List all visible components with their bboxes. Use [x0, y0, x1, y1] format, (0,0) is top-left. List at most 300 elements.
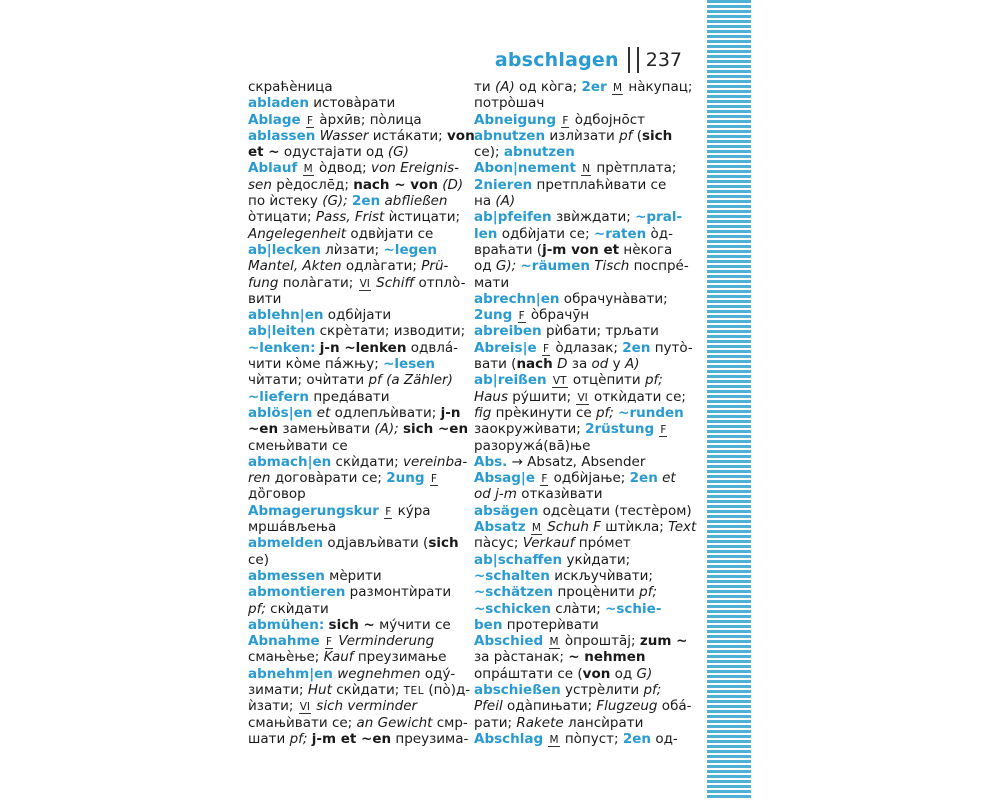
entry-text: враћати ( — [474, 241, 543, 258]
entry-text: нѐкога — [619, 241, 673, 258]
entry-text: pf (a Zähler) — [368, 372, 453, 389]
entry-text: von Ereignis- — [370, 160, 459, 177]
entry-text: разоружá(вā)ње — [474, 437, 591, 454]
dictionary-line — [474, 535, 682, 551]
entry-text — [654, 421, 658, 437]
entry-headword: abmühen: — [248, 616, 325, 633]
entry-text: → Absatz, Absender — [507, 453, 646, 470]
entry-text: pf; — [289, 730, 308, 747]
right-column — [474, 79, 697, 747]
entry-headword: ab|reißen — [474, 372, 547, 389]
entry-headword: abnehm|en — [248, 665, 333, 682]
entry-headword: ab|schaffen — [474, 551, 563, 568]
entry-headword: Ablage — [248, 111, 301, 128]
entry-text: Wasser — [319, 127, 369, 144]
entry-text: Text — [668, 519, 697, 536]
entry-headword: ~legen — [383, 241, 438, 258]
entry-text: излѝзати — [545, 127, 620, 144]
entry-text — [543, 633, 547, 649]
entry-text: (A); — [374, 421, 399, 438]
dictionary-line — [474, 649, 682, 665]
dictionary-line — [474, 144, 682, 160]
dictionary-line — [474, 682, 682, 698]
entry-headword: ben — [474, 616, 503, 633]
grammar-tag: VI — [577, 391, 588, 404]
dictionary-line — [248, 274, 466, 291]
entry-text: предáвати — [309, 388, 390, 405]
dictionary-line — [474, 258, 689, 275]
entry-text: Prü- — [421, 258, 449, 275]
dictionary-line — [248, 730, 469, 747]
dictionary-line — [474, 601, 682, 617]
entry-text: путò- — [650, 339, 693, 356]
entry-text: Schiff — [376, 274, 415, 291]
dictionary-line — [474, 617, 682, 633]
dictionary-line — [474, 731, 682, 747]
entry-text: pf — [619, 127, 633, 144]
entry-text: шати — [248, 730, 290, 747]
entry-headword: ~schalten — [474, 567, 550, 584]
entry-text: abfließen — [384, 193, 448, 210]
entry-text: ѝзати; — [248, 698, 298, 715]
entry-text — [301, 112, 305, 128]
dictionary-line — [474, 112, 682, 128]
entry-text: D — [557, 356, 568, 373]
entry-headword: Abschlag — [474, 730, 544, 747]
entry-text: процѐнити — [553, 584, 640, 601]
dictionary-line — [248, 176, 464, 193]
entry-headword: ablassen — [248, 127, 316, 144]
entry-text: прѐкинути се — [491, 404, 596, 421]
entry-text: Tisch — [594, 258, 630, 275]
entry-text: скрѐтати; изводити; — [315, 323, 466, 340]
dictionary-line — [248, 666, 456, 682]
entry-text: ~en — [248, 421, 279, 438]
entry-headword: 2en — [629, 470, 658, 487]
entry-text: одбѝјати — [323, 307, 392, 324]
running-head — [495, 44, 682, 76]
running-headword: abschlagen — [494, 49, 619, 71]
dictionary-line — [474, 95, 682, 111]
entry-text: od j-m — [474, 486, 517, 503]
entry-text: ren — [248, 470, 271, 487]
entry-headword: abreiben — [474, 323, 542, 340]
dictionary-line — [248, 714, 468, 731]
dictionary-line — [248, 617, 456, 633]
dictionary-line — [474, 502, 692, 519]
entry-text: смр- — [432, 714, 468, 731]
dictionary-line — [474, 242, 682, 258]
entry-text: потрòшач — [474, 95, 545, 112]
entry-text: рати; — [474, 714, 517, 731]
dictionary-line — [474, 323, 682, 339]
entry-text: скраћѐница — [248, 79, 333, 95]
entry-text — [512, 307, 516, 323]
dictionary-line — [248, 486, 456, 502]
entry-text: одјављѝвати ( — [323, 535, 429, 552]
entry-headword: absägen — [474, 502, 539, 519]
entry-text: искључѝвати; — [549, 567, 653, 584]
entry-text: обá- — [657, 698, 692, 715]
dictionary-line — [248, 226, 456, 242]
dictionary-line — [248, 144, 456, 160]
entry-text: размонтѝрати — [345, 584, 452, 601]
dictionary-line — [248, 421, 469, 438]
entry-headword: ~schicken — [474, 600, 551, 617]
entry-headword: abmontieren — [248, 584, 346, 601]
dictionary-line — [474, 715, 682, 731]
entry-text: Rakete — [516, 714, 564, 731]
entry-text: од — [610, 665, 637, 682]
entry-headword: abnutzen — [503, 144, 575, 161]
grammar-tag: F — [306, 114, 314, 127]
entry-headword: ~pral- — [635, 209, 683, 226]
entry-text: прóмет — [574, 535, 631, 552]
entry-text: у — [608, 356, 625, 373]
dictionary-line — [248, 470, 456, 486]
entry-headword: Absatz — [474, 519, 526, 536]
entry-headword: 2en — [622, 339, 651, 356]
entry-headword: ab|pfeifen — [474, 209, 552, 226]
dictionary-line — [248, 307, 456, 323]
entry-text: рѐдослēд; — [271, 176, 354, 193]
entry-text: отказѝвати — [516, 486, 603, 503]
entry-text: се) — [248, 551, 269, 568]
entry-text: Verminderung — [338, 633, 435, 650]
entry-text: опрáштати се ( — [474, 665, 583, 682]
entry-text: лансѝрати — [563, 714, 644, 731]
entry-text — [379, 503, 383, 519]
page-number: 237 — [645, 49, 682, 71]
entry-headword: abladen — [248, 95, 309, 112]
entry-text: A) — [624, 356, 640, 373]
entry-text: Angelegenheit — [248, 225, 347, 242]
entry-text: одлàгати; — [341, 258, 422, 275]
entry-text: одсѐцати (тестèром) — [538, 502, 692, 519]
entry-headword: ~raten — [593, 225, 647, 242]
dictionary-line — [474, 421, 682, 437]
dictionary-line — [474, 454, 682, 470]
entry-text: слàти; — [550, 600, 606, 617]
dictionary-line — [248, 633, 456, 649]
entry-text: смањѝвати се; — [248, 714, 357, 731]
dictionary-line — [474, 568, 682, 584]
grammar-tag: VI — [299, 701, 310, 714]
entry-headword: abnutzen — [474, 127, 546, 144]
grammar-tag: VT — [552, 375, 567, 388]
entry-text: пàсус; — [474, 535, 523, 552]
entry-text — [320, 633, 324, 649]
entry-text: одустајати од — [279, 144, 388, 161]
entry-text: òдвод; — [314, 160, 371, 177]
dictionary-line — [474, 388, 686, 405]
entry-text: звѝждати; — [551, 209, 636, 226]
entry-text: j-n — [440, 404, 461, 421]
entry-text: мýчити се — [374, 616, 451, 633]
entry-headword: 2en — [622, 730, 652, 747]
entry-text: òтицати; — [248, 209, 316, 226]
entry-text: von — [447, 127, 475, 144]
entry-text: истовàрати — [308, 95, 396, 112]
entry-text: ~ nehmen — [568, 649, 646, 666]
entry-text: G); — [495, 258, 517, 275]
entry-text: смењѝвати се — [248, 437, 348, 454]
entry-text: рѝбати; трљати — [541, 323, 659, 340]
entry-text — [607, 79, 611, 95]
entry-text: et — [662, 470, 676, 487]
entry-text: договàрати се; — [270, 470, 387, 487]
entry-text: смањѐње; — [248, 649, 324, 666]
entry-text: Kauf — [323, 649, 354, 666]
dictionary-line — [248, 584, 456, 600]
entry-text: Hut — [307, 681, 332, 698]
entry-headword: ~räumen — [520, 258, 590, 275]
entry-text: одбѝјати се; — [497, 225, 594, 242]
entry-text: одý- — [420, 665, 456, 682]
entry-text: àрхӣв; пòлица — [315, 111, 422, 128]
dictionary-line — [248, 356, 456, 372]
dictionary-line — [248, 339, 459, 356]
dictionary-line — [248, 438, 456, 454]
entry-text — [425, 470, 429, 486]
entry-text: отцѐпити — [568, 372, 645, 389]
entry-text — [547, 372, 551, 388]
dictionary-line — [248, 79, 456, 95]
entry-text: òпроштāј; — [560, 633, 640, 650]
dictionary-line — [474, 372, 682, 388]
dictionary-line — [474, 698, 692, 715]
entry-text: (пò)д- — [424, 681, 471, 698]
dictionary-line — [248, 519, 456, 535]
entry-text: откѝдати се; — [589, 388, 686, 405]
entry-text: за — [567, 356, 592, 373]
entry-text: одлепљѝвати; — [330, 404, 441, 421]
entry-text — [543, 731, 547, 747]
dictionary-line — [474, 193, 682, 209]
entry-text: скѝдати — [265, 600, 329, 617]
entry-text: nach — [516, 356, 553, 373]
entry-text: нàкупац; — [624, 79, 693, 95]
entry-text: (D) — [442, 176, 464, 193]
entry-text: (A) — [495, 193, 516, 210]
entry-text: зимати; — [248, 681, 308, 698]
dictionary-line — [248, 453, 468, 470]
entry-text: кýра — [393, 502, 431, 519]
entry-text: скѝдати; — [331, 681, 404, 698]
dictionary-line — [474, 275, 682, 291]
entry-text: скѝдати; — [331, 453, 403, 470]
entry-text: j-m von et — [542, 241, 620, 258]
dictionary-line — [474, 79, 693, 95]
entry-text — [535, 470, 539, 486]
entry-headword: Abmagerungskur — [248, 502, 379, 519]
entry-text: Pass, Frist — [315, 209, 385, 226]
entry-text: òд- — [646, 225, 673, 242]
entry-text: мати — [474, 274, 510, 291]
entry-text: Haus — [474, 388, 509, 405]
entry-text: на — [474, 193, 496, 210]
dictionary-line — [248, 291, 456, 307]
entry-headword: ab|leiten — [248, 323, 316, 340]
entry-headword: Ablauf — [248, 160, 298, 177]
dictionary-line — [474, 128, 682, 144]
dictionary-line — [248, 568, 456, 584]
entry-text: лѝзати; — [320, 241, 384, 258]
dictionary-line — [248, 601, 456, 617]
entry-text: fung — [248, 274, 279, 291]
entry-text: (G); — [322, 193, 348, 210]
entry-headword: 2ung — [386, 470, 425, 487]
entry-text: чити кòме пáжњу; — [248, 356, 384, 373]
entry-headword: abschießen — [474, 681, 561, 698]
entry-headword: ~schätzen — [474, 584, 554, 601]
entry-text: òдбојнōст — [570, 111, 645, 128]
dictionary-line — [474, 552, 682, 568]
entry-text: за рàстанак; — [474, 649, 569, 666]
entry-text: sen — [248, 176, 272, 193]
entry-text: Verkauf — [522, 535, 575, 552]
entry-text: Flugzeug — [596, 698, 658, 715]
dictionary-line — [474, 405, 682, 421]
entry-text: (G) — [387, 144, 409, 161]
entry-text: (A) — [494, 79, 515, 95]
entry-headword: abrechn|en — [474, 290, 560, 307]
entry-text: pf; — [644, 372, 663, 389]
entry-headword: ~runden — [618, 404, 684, 421]
left-column — [248, 79, 475, 747]
dictionary-line — [248, 160, 459, 177]
dictionary-line — [474, 584, 682, 600]
entry-text: преузимање — [353, 649, 447, 666]
entry-text: Pfeil — [474, 698, 503, 715]
entry-text: sich verminder — [316, 698, 418, 715]
entry-text: G) — [636, 665, 653, 682]
entry-text: одвлá- — [406, 339, 459, 356]
grammar-tag: F — [660, 424, 667, 437]
entry-text: се); — [474, 144, 504, 161]
entry-text: полàгати; — [278, 274, 358, 291]
dictionary-line — [474, 633, 688, 650]
entry-text: von — [582, 665, 611, 682]
entry-headword: 2en — [352, 193, 381, 210]
dictionary-line — [474, 438, 682, 454]
entry-text: òбрачӯн — [526, 307, 590, 324]
entry-text: sich ~ — [328, 616, 375, 633]
entry-text: мршáвљења — [248, 519, 337, 536]
entry-text: sich — [428, 535, 459, 552]
striped-page-edge — [707, 0, 751, 800]
dictionary-line — [474, 177, 682, 193]
entry-headword: ~lenken: — [248, 339, 316, 356]
entry-headword: abmessen — [248, 567, 325, 584]
entry-text: замењѝвати — [278, 421, 375, 438]
grammar-tag: F — [325, 636, 333, 649]
entry-text: zum ~ — [639, 633, 688, 650]
entry-text: штѝкла; — [600, 519, 669, 536]
entry-text: одàпињати; — [502, 698, 597, 715]
entry-text: od — [591, 356, 609, 373]
entry-text — [526, 519, 530, 535]
entry-text: од- — [651, 730, 678, 747]
entry-text — [576, 160, 580, 176]
dictionary-line — [248, 649, 456, 665]
dictionary-line — [248, 404, 461, 421]
entry-text: ѝстицати; — [384, 209, 461, 226]
entry-text — [556, 112, 560, 128]
dictionary-line — [248, 389, 456, 405]
entry-headword: ~lesen — [383, 356, 435, 373]
entry-text: òдлазак; — [551, 339, 623, 356]
dictionary-line — [474, 519, 697, 536]
entry-headword: ablehn|en — [248, 307, 324, 324]
grammar-tag: N — [582, 163, 591, 176]
dictionary-line — [248, 535, 459, 552]
entry-text: pf; — [595, 404, 614, 421]
dictionary-line — [474, 666, 682, 682]
entry-text: et ~ — [248, 144, 280, 161]
entry-headword: 2rüstung — [585, 421, 655, 438]
entry-text: укѝдати; — [562, 551, 631, 568]
dictionary-line — [248, 552, 456, 568]
entry-headword: Abs. — [474, 453, 508, 470]
grammar-tag: F — [542, 342, 550, 355]
entry-headword: Abon|nement — [474, 160, 576, 177]
grammar-tag: M — [613, 82, 623, 94]
grammar-tag: F — [541, 473, 548, 486]
entry-text: j-n ~lenken — [319, 339, 407, 356]
entry-text: одбѝјање; — [549, 470, 630, 487]
entry-text: nach ~ von — [353, 176, 438, 193]
entry-text: од кòга; — [514, 79, 582, 95]
grammar-tag: M — [531, 522, 541, 535]
entry-text: рýшити; — [508, 388, 576, 405]
grammar-tag: F — [518, 310, 525, 323]
entry-headword: Absag|e — [474, 470, 536, 487]
entry-text: pf; — [248, 600, 266, 617]
entry-text: Mantel, Akten — [248, 258, 342, 275]
entry-text: Schuh F — [547, 519, 601, 536]
entry-text: вити — [248, 290, 282, 307]
dictionary-line — [248, 127, 475, 144]
entry-text: чѝтати; очѝтати — [248, 372, 369, 389]
entry-text: од — [474, 258, 496, 275]
dictionary-line — [474, 160, 682, 176]
entry-text: истáкати; — [368, 127, 447, 144]
entry-headword: 2er — [581, 79, 607, 95]
entry-headword: abmach|en — [248, 453, 332, 470]
grammar-tag: F — [430, 473, 437, 486]
grammar-tag: F — [562, 114, 569, 127]
entry-text: fig — [474, 404, 492, 421]
entry-text: et — [316, 404, 331, 421]
entry-text: обрачунàвати; — [559, 290, 668, 307]
entry-text: pf; — [639, 584, 658, 601]
entry-headword: Abnahme — [248, 633, 320, 650]
entry-text: j-m et ~en — [311, 730, 392, 747]
dictionary-line — [248, 209, 461, 226]
entry-text: заокружѝвати; — [474, 421, 586, 438]
dictionary-line — [474, 356, 682, 372]
entry-text: прѐтплата; — [592, 160, 677, 177]
entry-text — [537, 340, 541, 356]
dictionary-line — [474, 470, 682, 486]
entry-headword: ab|lecken — [248, 241, 321, 258]
entry-text: sich ~en — [403, 421, 469, 438]
dictionary-line — [474, 291, 682, 307]
dictionary-line — [474, 339, 693, 356]
entry-text: преузима- — [391, 730, 469, 747]
entry-text: протерѝвати — [502, 616, 599, 633]
